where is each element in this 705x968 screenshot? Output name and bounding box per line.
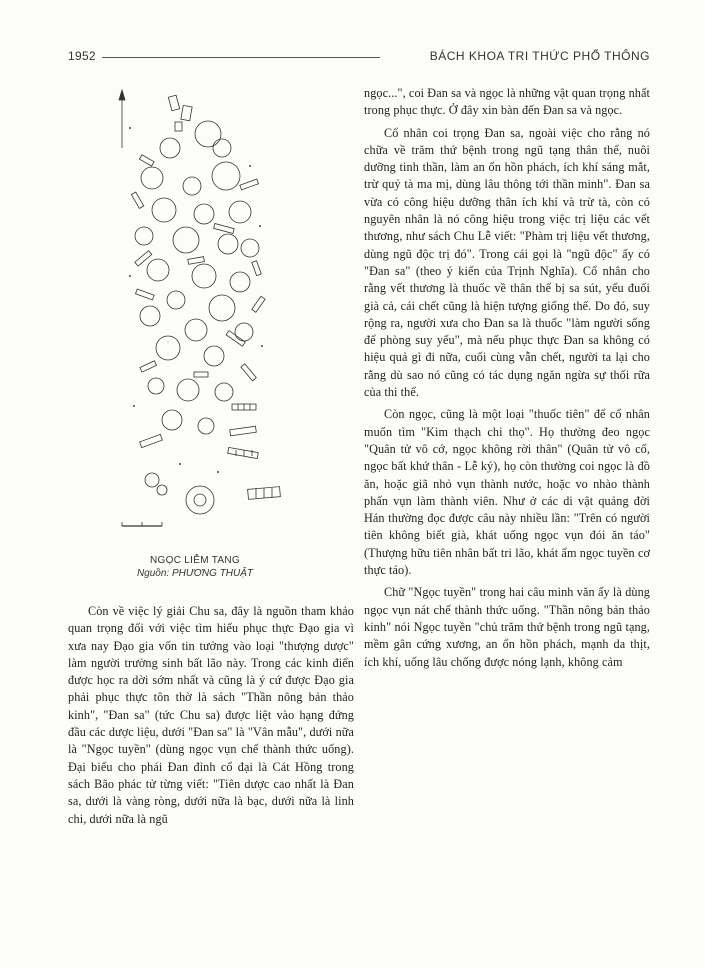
paragraph: Chữ "Ngọc tuyền" trong hai câu minh văn ấy là dùng ngọc vụn nát chế thành thức uống. "Thần nông bản thảo kinh" nói Ngọc tuyền "chủ trăm thứ bệnh trong ngũ tạng, mềm gân cứng xương, an ổn hồn phách, mạnh da thịt, ích khí, uống lâu chống được nóng lạnh, không cảm (364, 585, 650, 669)
running-header (68, 49, 650, 69)
site-plan-drawing (100, 86, 290, 536)
paragraph: Còn về việc lý giải Chu sa, đây là nguồn tham khảo quan trọng đối với việc tìm hiểu phục thực Đạo gia vì xưa nay Đạo gia vốn tin tưởng vào loại "thượng dược" làm người trường sinh bất lão này. Trong các kinh điển được học ra dời sớm nhất và cũng là ý cứ được Đạo gia phải phục thực tôn thờ là sách "Thần nông bản thảo kinh", "Đan sa" (tức Chu sa) được liệt vào hạng đứng đầu các dược liệu, dưới "Đan sa" là "Vân mẫu", dưới nữa là "Ngọc tuyền" (dùng ngọc vụn chế thành thức uống). Đại biểu cho phái Đan đỉnh cổ đại là Cát Hồng trong sách Bão phác tử từng viết: "Tiên dược cao nhất là Đan sa, dưới là vàng ròng, dưới nữa là bạc, dưới nữa là linh chi, dưới nữa là ngũ (68, 604, 354, 826)
page-number: 1952 (68, 49, 96, 63)
paragraph: Còn ngọc, cũng là một loại "thuốc tiên" để cổ nhân muốn tìm "Kim thạch chi thọ". Họ thường đeo ngọc "Quân tử vô cớ, ngọc không rời thân" (Quân tử vô cố, ngọc bất khứ thân - Lễ ký), họ còn thường coi ngọc là đồ ăn, hoặc giã nhỏ vụn thành nước, hoặc vo nhào thành phấn vụn làm thành viên. Như ở các di vật quảng đời Hán thường đọc được câu này nhiều lần: "Trên có người tiên không biết già, khát uống ngọc vụn đói ăn táo" (Thượng hữu tiên nhân bất tri lão, khát ẩm ngọc tuyền cơ thực táo). (364, 407, 650, 578)
paragraph: Cổ nhân coi trọng Đan sa, ngoài việc cho rằng nó chữa về trăm thứ bệnh trong ngũ tạng thân thể, nuôi dưỡng tinh thần, làm an ổn hồn phách, ích khí sáng mắt, trừ quỷ tà ma mị, dùng lâu thông tới thần minh". Đan sa vừa có công hiệu dưỡng thân ích khí và trừ tà, còn có nguyên nhân là nó công hiệu trong việc trị liệu các vết thương, như sách Chu Lễ viết: "Phàm trị liệu vết thương, dùng ngũ độc trị đó". Trong cái gọi là "ngũ độc" ấy có "Đan sa" (theo ý kiến của Trịnh Nghĩa). Cổ nhân cho rằng vết thương là thuốc về thân thể bị sa sút, yếu đuối già cả, cái chết cũng là hiện tượng giống thế. Do đó, suy rộng ra, người xưa cho Đan sa là thuốc "làm người sống để phòng suy yếu", mà nếu phục thực Đan sa không có hiệu quả gì đi nữa, cuối cùng vẫn chết, người ta lại cho rằng dù sao nó cũng có tác dụng ngăn ngừa sự thối rữa của thi thể. (364, 125, 650, 400)
figure-caption (100, 555, 290, 579)
archaeological-site-plan (100, 86, 290, 536)
header-rule (102, 57, 380, 58)
paragraph: ngọc...", coi Đan sa và ngọc là những vật quan trọng nhất trong phục thực. Ở đây xin bàn đến Đan sa và ngọc. (364, 86, 650, 118)
right-text-column (364, 85, 650, 671)
caption-source: Nguồn: PHƯƠNG THUẬT (136, 568, 254, 579)
caption-title: NGỌC LIỄM TANG (150, 555, 240, 566)
running-title: BÁCH KHOA TRI THỨC PHỔ THÔNG (429, 49, 650, 63)
left-text-column (68, 603, 354, 828)
